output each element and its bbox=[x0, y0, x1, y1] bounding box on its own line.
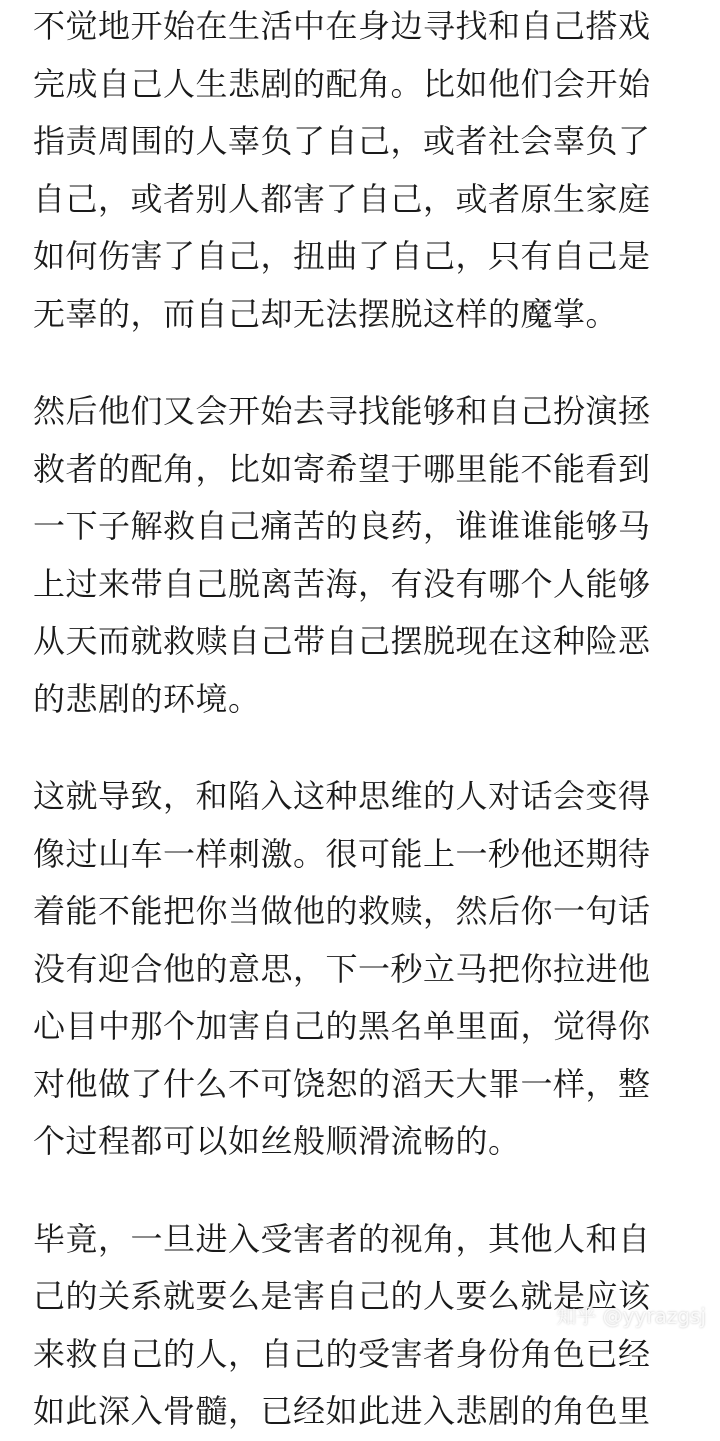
paragraph-line: 来救自己的人，自己的受害者身份角色已经 bbox=[33, 1334, 651, 1373]
paragraph-line: 自己，或者别人都害了自己，或者原生家庭 bbox=[33, 179, 651, 218]
article-body bbox=[33, 0, 693, 1441]
paragraph-line: 毕竟，一旦进入受害者的视角，其他人和自 bbox=[33, 1219, 651, 1258]
paragraph-line: 无辜的，而自己却无法摆脱这样的魔掌。 bbox=[33, 294, 619, 333]
paragraph-gap bbox=[33, 343, 693, 383]
paragraph-line: 如此深入骨髓，已经如此进入悲剧的角色里 bbox=[33, 1392, 651, 1430]
paragraph-line: 这就导致，和陷入这种思维的人对话会变得 bbox=[33, 777, 651, 815]
paragraph-line: 对他做了什么不可饶恕的滔天大罪一样，整 bbox=[33, 1064, 651, 1103]
paragraph-gap bbox=[33, 1171, 693, 1211]
paragraph-line: 不觉地开始在生活中在身边寻找和自己搭戏 bbox=[33, 7, 651, 45]
paragraph-line: 上过来带自己脱离苦海，有没有哪个人能够 bbox=[33, 564, 651, 603]
paragraph-line: 从天而就救赎自己带自己摆脱现在这种险恶 bbox=[33, 622, 651, 660]
paragraph-line: 救者的配角，比如寄希望于哪里能不能看到 bbox=[33, 449, 651, 488]
paragraph-gap bbox=[33, 728, 693, 768]
paragraph-line: 没有迎合他的意思，下一秒立马把你拉进他 bbox=[33, 949, 651, 988]
paragraph-line: 己的关系就要么是害自己的人要么就是应该 bbox=[33, 1277, 651, 1315]
watermark: 知乎 @yyrazgsj bbox=[556, 1304, 706, 1328]
paragraph-line: 像过山车一样刺激。很可能上一秒他还期待 bbox=[33, 834, 651, 873]
paragraph-line: 着能不能把你当做他的救赎，然后你一句话 bbox=[33, 892, 651, 930]
paragraph-line: 然后他们又会开始去寻找能够和自己扮演拯 bbox=[33, 392, 651, 430]
paragraph-line: 指责周围的人辜负了自己，或者社会辜负了 bbox=[33, 122, 651, 160]
paragraph-line: 心目中那个加害自己的黑名单里面，觉得你 bbox=[33, 1007, 651, 1045]
paragraph-line: 的悲剧的环境。 bbox=[33, 679, 261, 718]
paragraph-2 bbox=[33, 383, 693, 728]
paragraph-line: 一下子解救自己痛苦的良药，谁谁谁能够马 bbox=[33, 507, 651, 545]
paragraph-3 bbox=[33, 768, 693, 1171]
paragraph-line: 如何伤害了自己，扭曲了自己，只有自己是 bbox=[33, 237, 651, 275]
paragraph-line: 完成自己人生悲剧的配角。比如他们会开始 bbox=[33, 64, 651, 103]
paragraph-line: 个过程都可以如丝般顺滑流畅的。 bbox=[33, 1122, 521, 1160]
paragraph-1 bbox=[33, 0, 693, 343]
